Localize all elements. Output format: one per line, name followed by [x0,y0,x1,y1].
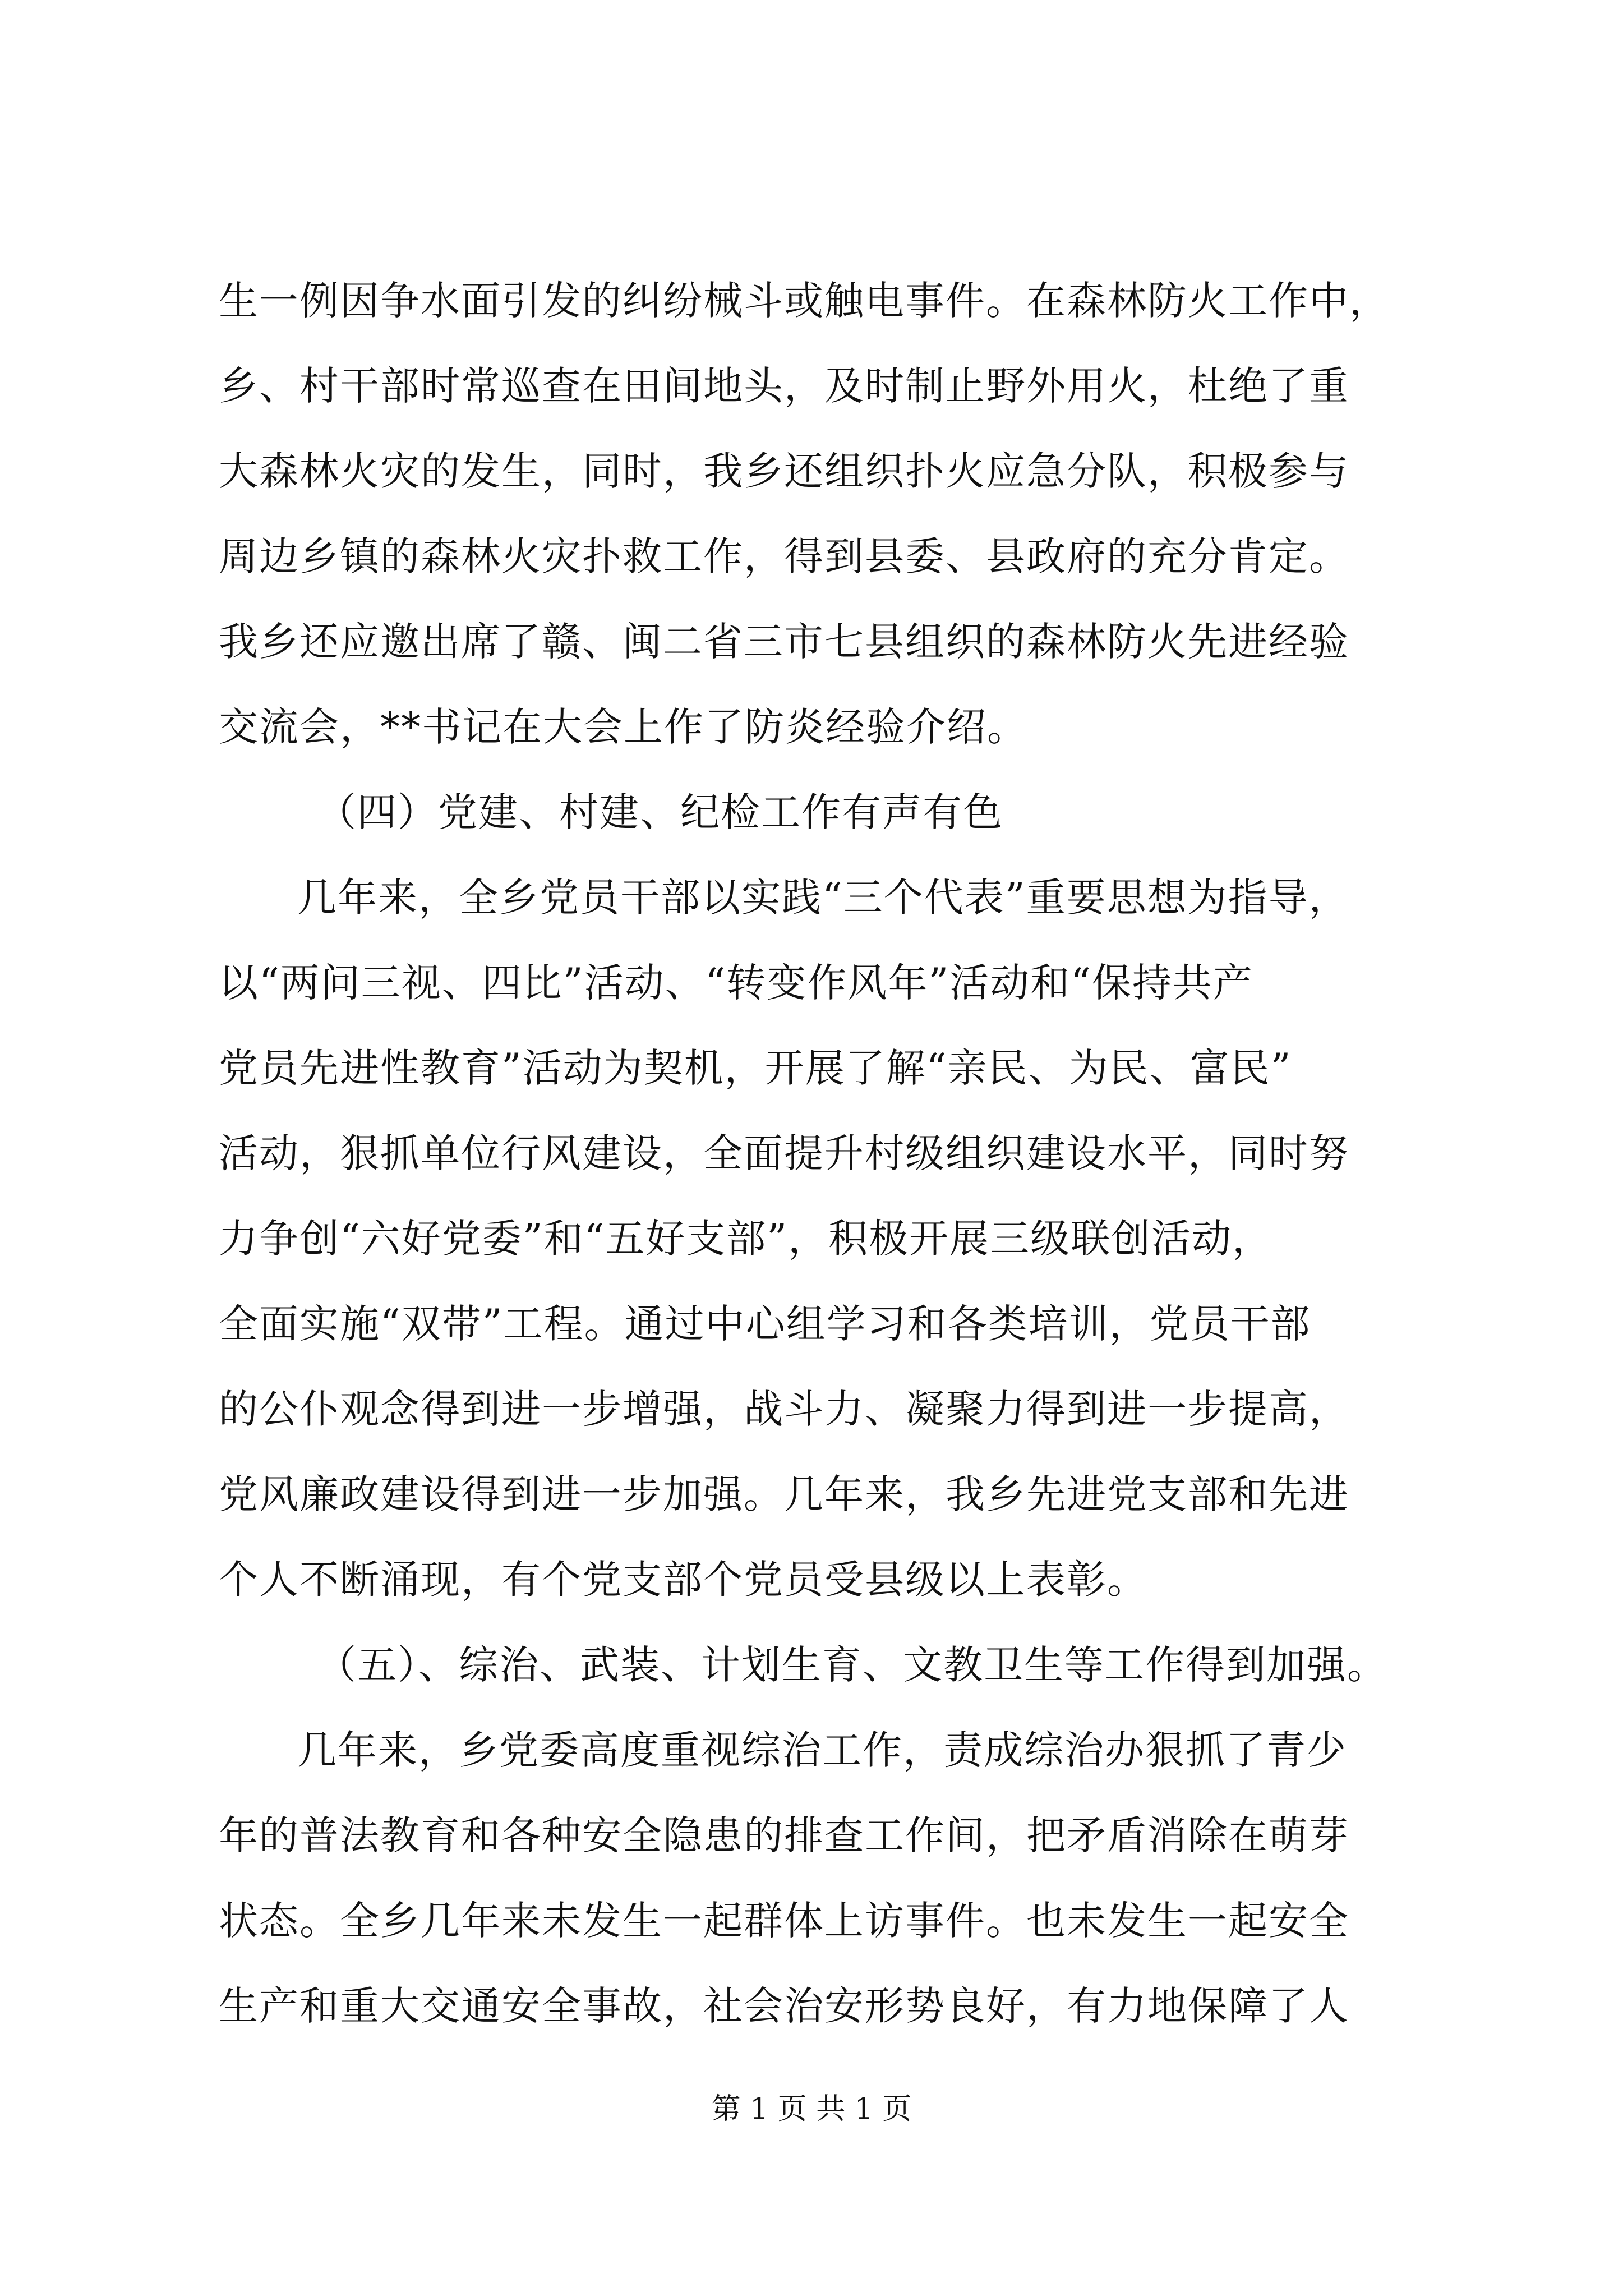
text-line: 个人不断涌现，有个党支部个党员受县级以上表彰。 [219,1557,1147,1603]
text-line: 交流会，**书记在大会上作了防炎经验介绍。 [219,704,1027,750]
text-line: 周边乡镇的森林火灾扑救工作，得到县委、县政府的充分肯定。 [219,533,1349,579]
text-line: 的公仆观念得到进一步增强，战斗力、凝聚力得到进一步提高， [219,1386,1349,1432]
text-line: 全面实施“双带”工程。通过中心组学习和各类培训，党员干部 [219,1301,1311,1347]
section-heading: （五）、综治、武装、计划生育、文教卫生等工作得到加强。 [317,1642,1387,1688]
text-line: 生一例因争水面引发的纠纷械斗或触电事件。在森林防火工作中， [219,278,1390,324]
text-line: 几年来，全乡党员干部以实践“三个代表”重要思想为指导， [297,875,1349,921]
text-line: 党员先进性教育”活动为契机，开展了解“亲民、为民、富民” [219,1045,1292,1091]
text-line: 生产和重大交通安全事故，社会治安形势良好，有力地保障了人 [219,1983,1349,2029]
text-line: 以“两问三视、四比”活动、“转变作风年”活动和“保持共产 [219,960,1253,1006]
text-line: 年的普法教育和各种安全隐患的排查工作间，把矛盾消除在萌芽 [219,1812,1349,1858]
document-body [219,258,1486,2049]
section-heading: （四）党建、村建、纪检工作有声有色 [317,789,1003,835]
text-line: 党风廉政建设得到进一步加强。几年来，我乡先进党支部和先进 [219,1471,1349,1517]
text-line: 乡、村干部时常巡查在田间地头，及时制止野外用火，杜绝了重 [219,363,1349,409]
text-line: 大森林火灾的发生，同时，我乡还组织扑火应急分队，积极参与 [219,448,1349,494]
text-line: 活动，狠抓单位行风建设，全面提升村级组织建设水平，同时努 [219,1130,1349,1176]
text-line: 我乡还应邀出席了赣、闽二省三市七县组织的森林防火先进经验 [219,619,1349,665]
text-line: 几年来，乡党委高度重视综治工作，责成综治办狠抓了青少 [297,1727,1347,1773]
text-line: 状态。全乡几年来未发生一起群体上访事件。也未发生一起安全 [219,1898,1349,1944]
page-footer: 第 1 页 共 1 页 [711,2092,912,2126]
text-line: 力争创“六好党委”和“五好支部”，积极开展三级联创活动， [219,1216,1273,1262]
